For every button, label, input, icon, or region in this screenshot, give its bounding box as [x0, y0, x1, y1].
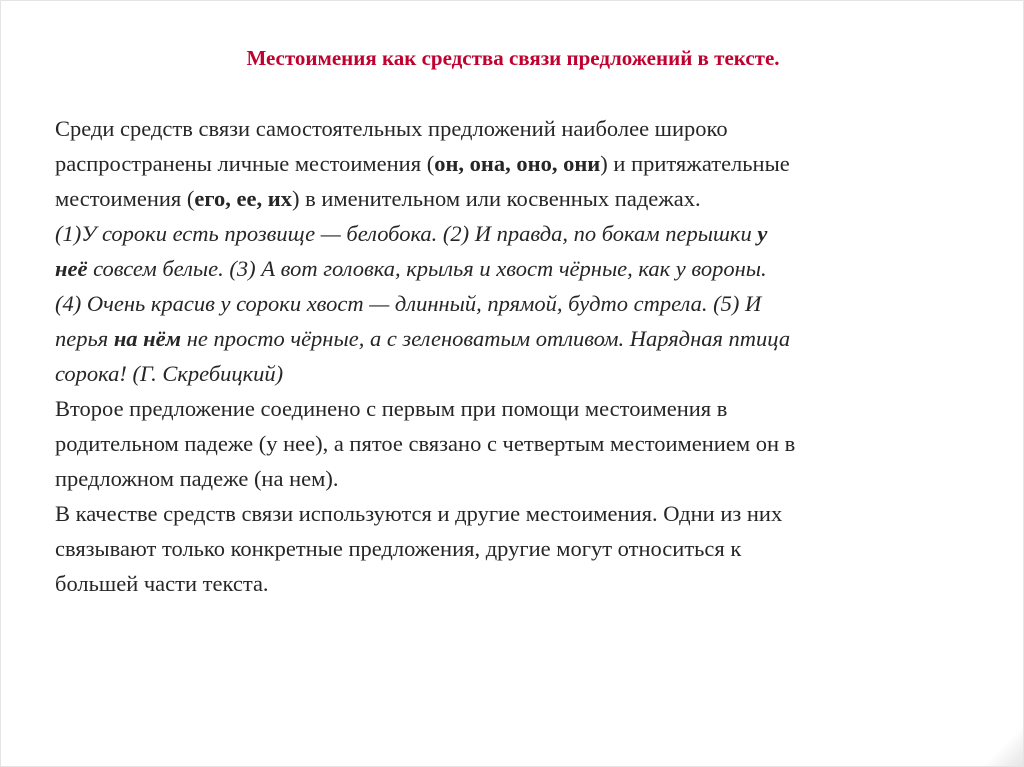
page-curl-shadow: [979, 726, 1023, 766]
text-line: [55, 286, 1000, 321]
slide-title: Местоимения как средства связи предложений в тексте.: [246, 46, 780, 70]
text-line: [55, 216, 1000, 251]
text-run: родительном падеже (у нее), а пятое связано с четвертым местоимением он в: [55, 431, 796, 456]
text-line: [55, 181, 1000, 216]
text-line: [55, 146, 1000, 181]
text-line: [55, 356, 1000, 391]
text-line: [55, 496, 1000, 531]
text-run: предложном падеже (на нем).: [55, 466, 339, 491]
text-run: большей части текста.: [55, 571, 269, 596]
text-line: [55, 251, 1000, 286]
text-line: [55, 321, 1000, 356]
slide-body: [55, 111, 1000, 601]
text-line: [55, 111, 1000, 146]
text-run: В качестве средств связи используются и другие местоимения. Одни из них: [55, 501, 783, 526]
text-run: перья: [55, 326, 114, 351]
text-line: [55, 566, 1000, 601]
text-run: сорока! (Г. Скребицкий): [55, 361, 284, 386]
emphasized-text: неё: [55, 256, 88, 281]
text-run: (1)У сороки есть прозвище — белобока. (2) И правда, по бокам перышки: [55, 221, 758, 246]
emphasized-text: его, ее, их: [194, 186, 292, 211]
emphasized-text: на нём: [113, 326, 182, 351]
text-run: Второе предложение соединено с первым при помощи местоимения в: [55, 396, 728, 421]
text-run: местоимения (: [55, 186, 195, 211]
text-line: [55, 461, 1000, 496]
text-run: Среди средств связи самостоятельных предложений наиболее широко: [55, 116, 728, 141]
text-run: распространены личные местоимения (: [55, 151, 435, 176]
text-run: (4) Очень красив у сороки хвост — длинный, прямой, будто стрела. (5) И: [55, 291, 762, 316]
text-run: ) и притяжательные: [600, 151, 790, 176]
text-line: [55, 391, 1000, 426]
emphasized-text: у: [757, 221, 768, 246]
text-run: не просто чёрные, а с зеленоватым отливом. Нарядная птица: [181, 326, 791, 351]
text-line: [55, 531, 1000, 566]
text-run: совсем белые. (3) А вот головка, крылья и хвост чёрные, как у вороны.: [87, 256, 767, 281]
emphasized-text: он, она, оно, они: [434, 151, 601, 176]
text-run: связывают только конкретные предложения, другие могут относиться к: [55, 536, 742, 561]
text-run: ) в именительном или косвенных падежах.: [291, 186, 701, 211]
text-line: [55, 426, 1000, 461]
